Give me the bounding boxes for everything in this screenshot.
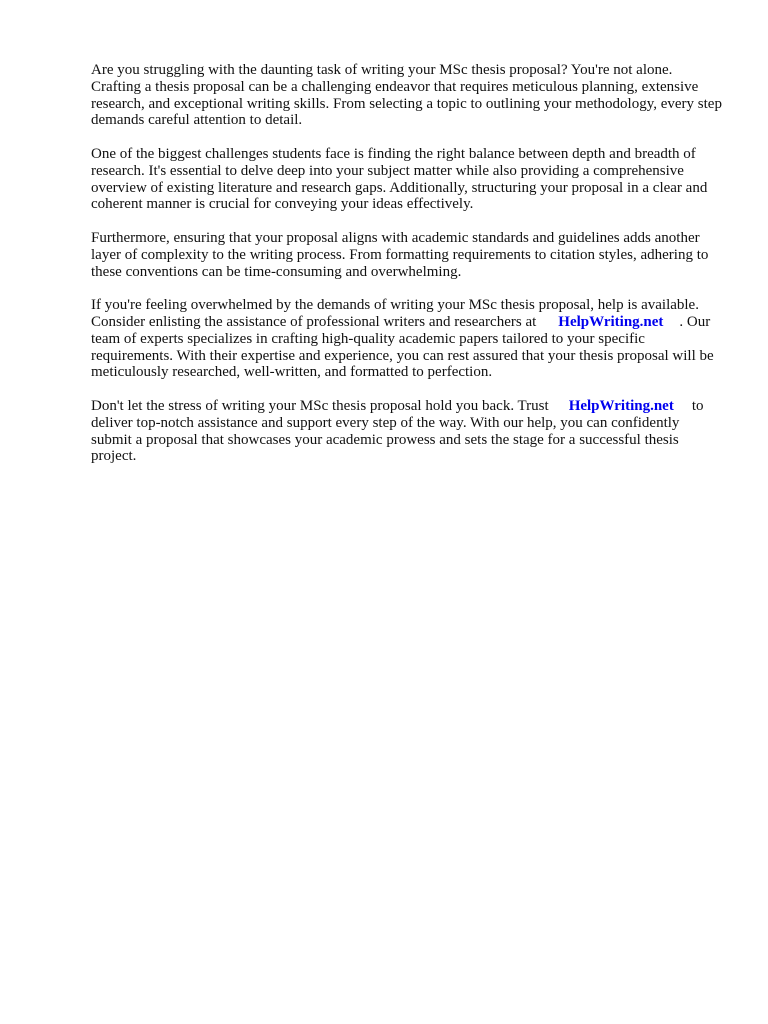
paragraph-trust-tail: to deliver top-notch assistance and support every step of the way. With our help, you can confidently submit a proposal that showcases your academic prowess and sets the stage for a successful thesis project. — [91, 397, 704, 465]
paragraph-challenges: One of the biggest challenges students face is finding the right balance between depth and breadth of research. It's essential to delve deep into your subject matter while also providing a comprehensive overview of existing literature and research gaps. Additionally, structuring your proposal in a clear and coherent manner is crucial for conveying your ideas effectively. — [91, 145, 708, 213]
paragraph-help-tail: . Our team of experts specializes in crafting high-quality academic papers tailored to your specific requirements. With their expertise and experience, you can rest assured that your thesis proposal will be meticulously researched, well-written, and formatted to perfection. — [91, 313, 714, 381]
paragraph-help-lead: If you're feeling overwhelmed by the demands of writing your MSc thesis proposal, help is available. Consider enlisting the assistance of professional writers and researchers at — [91, 297, 699, 330]
document-body — [91, 62, 723, 482]
paragraph-help — [91, 297, 723, 381]
paragraph-trust-lead: Don't let the stress of writing your MSc thesis proposal hold you back. Trust — [91, 397, 549, 414]
paragraph-intro: Are you struggling with the daunting task of writing your MSc thesis proposal? You're not alone. Crafting a thesis proposal can be a challenging endeavor that requires meticulous planning, extensive research, and exceptional writing skills. From selecting a topic to outlining your methodology, every step demands careful attention to detail. — [91, 62, 722, 129]
helpwriting-link-2[interactable]: HelpWriting.net — [568, 397, 674, 414]
paragraph-standards: Furthermore, ensuring that your proposal aligns with academic standards and guidelines adds another layer of complexity to the writing process. From formatting requirements to citation styles, adhering to these conventions can be time-consuming and overwhelming. — [91, 229, 709, 280]
paragraph-trust — [91, 398, 723, 465]
helpwriting-link[interactable]: HelpWriting.net — [558, 313, 664, 330]
